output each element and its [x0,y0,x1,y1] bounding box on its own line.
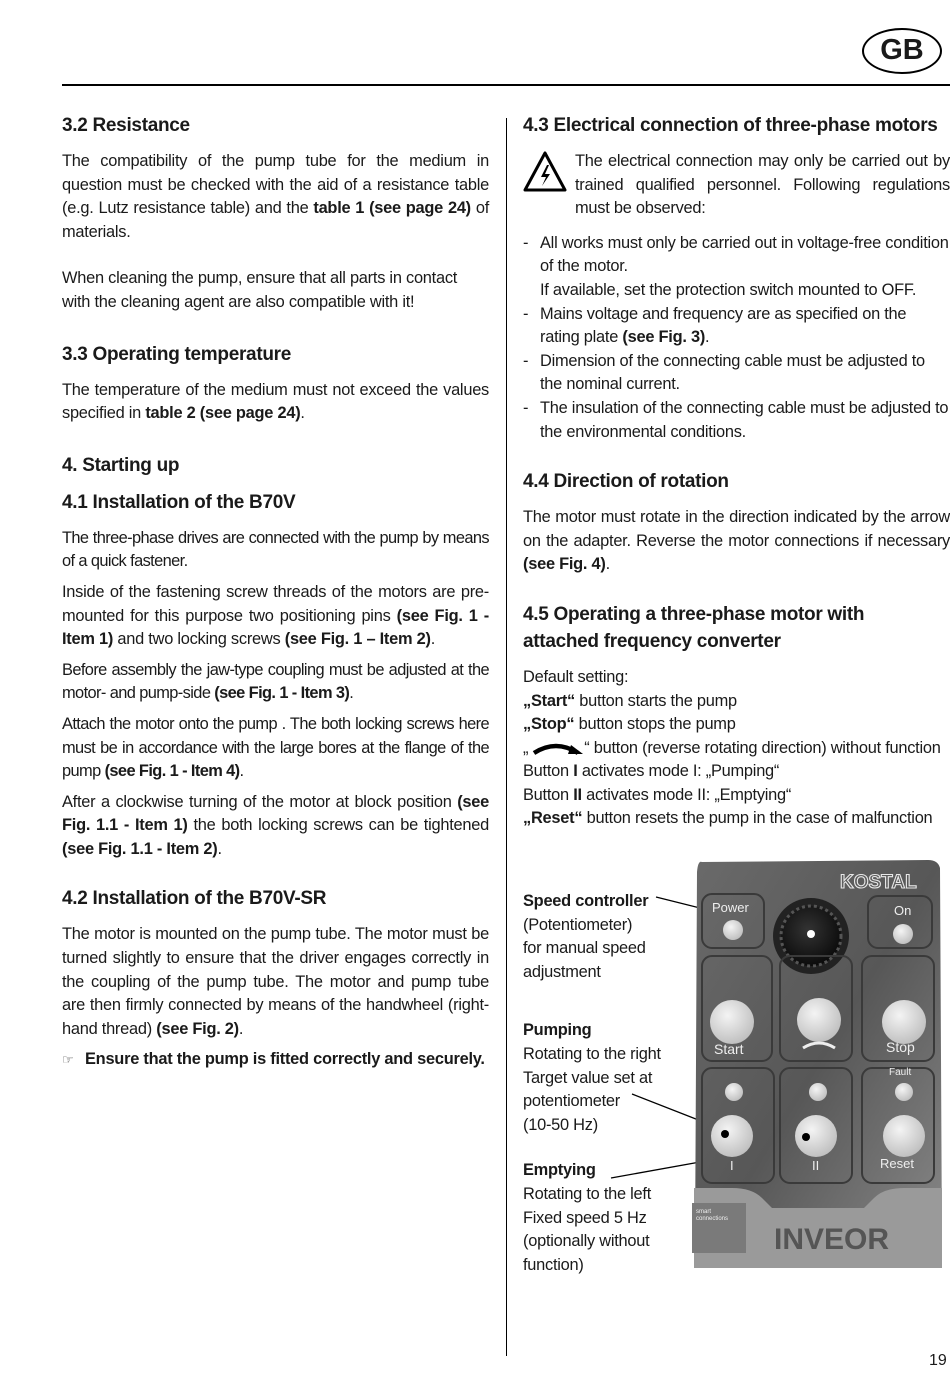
heading-4-4: 4.4 Direction of rotation [523,471,729,493]
heading-4: 4. Starting up [62,454,180,476]
label-pumping: Pumping Rotating to the right Target value set at potentiometer (10-50 Hz) [523,1021,661,1134]
panel-start-label: Start [714,1041,744,1057]
mode1-button [711,1115,753,1157]
power-led [723,920,743,940]
safety-note: ☞ Ensure that the pump is fitted correctly and securely. [62,1048,489,1072]
start-button [710,1000,754,1044]
rotation-paragraph: The motor must rotate in the direction indicated by the arrow on the adapter. Reverse the motor connections if necessary (see Fig. 4). [523,508,950,574]
fault-led [895,1083,913,1101]
install-p5: After a clockwise turning of the motor at block position (see Fig. 1.1 - Item 1) the both locking screws can be tightened (see Fig. 1.1 - Item 2). [62,792,489,858]
heading-4-1: 4.1 Installation of the B70V [62,491,296,513]
panel-mode2-label: II [812,1158,820,1173]
panel-on-label: On [894,903,912,918]
install-p4: Attach the motor onto the pump . The both locking screws here must be in accordance with the large bores at the flange of the pump (see Fig. 1 - Item 4). [62,714,489,781]
default-settings: Default setting: „Start“ button starts the pump „Stop“ button stops the pump „ “ button (reverse rotating direction) without function Button I activates mode I: „Pumping“ Button II activates mode II: „Emptying“ „Reset“ button resets the pump in the case of malfunction [523,667,941,828]
installsr-paragraph: The motor is mounted on the pump tube. The motor must be turned slightly to ensure that the driver engages correctly in the coupling of the pump tube. The motor and pump tube are then firmly connected by means of the handwheel (right-hand thread) (see Fig. 2). [62,925,489,1038]
reset-button [883,1115,925,1157]
install-p2: Inside of the fastening screw threads of the motors are pre-mounted for this purpose two positioning pins (see Fig. 1 - Item 1) and two locking screws (see Fig. 1 – Item 2). [62,582,489,649]
label-speed-controller: Speed controller (Potentiometer) for manual speed adjustment [523,892,649,981]
reverse-button [797,998,841,1042]
list-item: - The insulation of the connecting cable must be adjusted to the environmental conditions. [523,398,949,441]
panel-fault-label: Fault [889,1067,912,1078]
stop-button [882,1000,926,1044]
panel-reset-label: Reset [880,1156,914,1171]
heading-4-5: 4.5 Operating a three-phase motor with attached frequency converter [523,603,865,652]
mode2-led [809,1083,827,1101]
panel-power-label: Power [712,900,749,915]
knob-indicator [807,930,815,938]
panel-stop-label: Stop [886,1039,915,1055]
panel-mode1-label: I [730,1158,734,1173]
mode1-led [725,1083,743,1101]
heading-3-2: 3.2 Resistance [62,115,190,136]
mode2-button [795,1115,837,1157]
label-emptying: Emptying Rotating to the left Fixed speed 5 Hz (optionally without function) [523,1161,652,1274]
resistance-paragraph: The compatibility of the pump tube for the medium in question must be checked with the aid of a resistance table (e.g. Lutz resistance table) and the table 1 (see page 24) of materials. [62,152,489,241]
list-item: - Dimension of the connecting cable must be adjusted to the nominal current. [523,351,925,394]
temperature-paragraph: The temperature of the medium must not exceed the values specified in table 2 (see page 24). [62,380,489,423]
on-led [893,924,913,944]
list-item: - All works must only be carried out in voltage-free condition of the motor. If available, set the protection switch mounted to OFF. [523,233,949,299]
inveor-control-panel [692,858,944,1276]
panel-brand: KOSTAL [840,872,917,893]
warning-block: The electrical connection may only be carried out by trained qualified personnel. Following regulations must be observed: [523,150,950,221]
cleaning-paragraph: When cleaning the pump, ensure that all parts in contact with the cleaning agent are also compatible with it! [62,269,458,311]
panel-smart-label: smart [696,1209,711,1215]
install-p3: Before assembly the jaw-type coupling must be adjusted at the motor- and pump-side (see Fig. 1 - Item 3). [62,660,489,703]
pointing-hand-icon: ☞ [62,1052,74,1068]
heading-4-3: 4.3 Electrical connection of three-phase motors [523,115,938,136]
panel-connections-label: connections [696,1216,729,1222]
panel-model-name: INVEOR [774,1223,890,1256]
list-item: - Mains voltage and frequency are as specified on the rating plate (see Fig. 3). [523,304,907,347]
heading-4-2: 4.2 Installation of the B70V-SR [62,888,327,910]
heading-3-3: 3.3 Operating temperature [62,343,292,365]
page-number: 19 [929,1352,947,1369]
language-badge: GB [862,28,942,74]
install-p1: The three-phase drives are connected with the pump by means of a quick fastener. [62,528,489,571]
